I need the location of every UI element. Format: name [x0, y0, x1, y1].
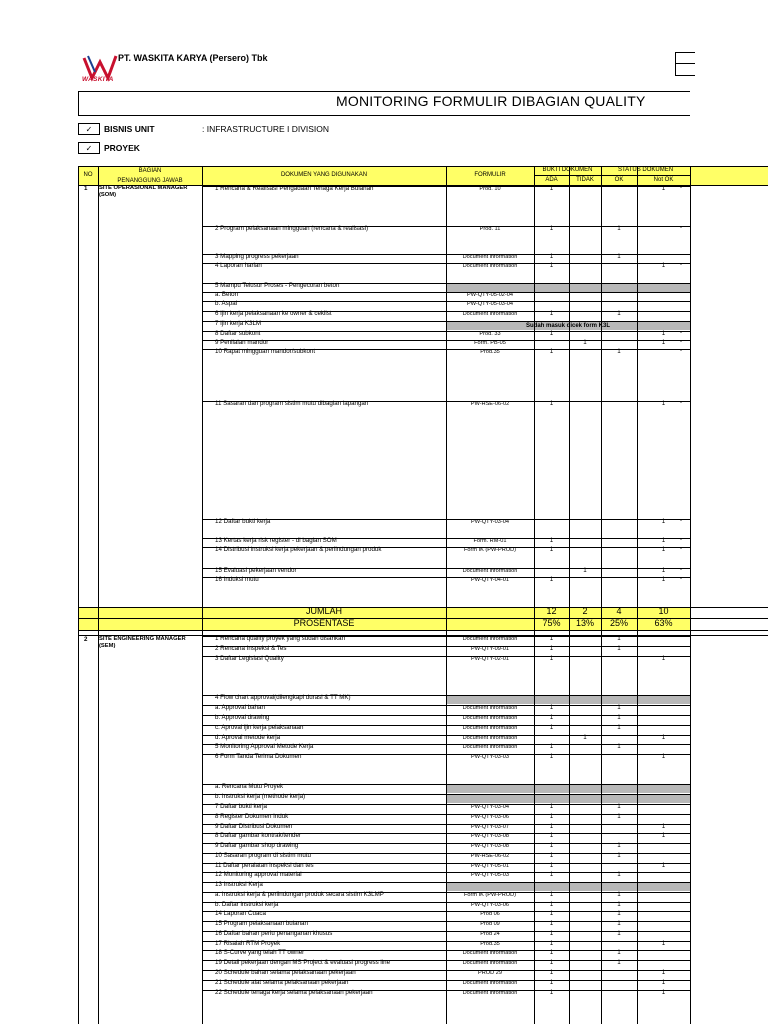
document-name: 13 Kertas kerja risk register - di bagian SOM	[215, 537, 337, 544]
ok-value: 1	[617, 348, 621, 355]
document-name: 22 Schedule tenaga kerja selama pelaksanaan pekerjaan	[215, 989, 373, 996]
document-name: b. Approval drawing	[215, 714, 270, 721]
formulir-code: PW-QTY-03-04	[471, 519, 509, 525]
ok-value: 1	[617, 704, 621, 711]
bisnis-unit-label: BISNIS UNIT	[104, 124, 155, 134]
header-ok: OK	[614, 177, 624, 183]
ok-value: 1	[617, 871, 621, 878]
document-name: a. Beton	[215, 291, 239, 298]
document-name: 6 Form Tanda Terima Dokumen	[215, 753, 302, 760]
document-name: 3 Daftar Legislasi Quality	[215, 655, 284, 662]
ada-value: 1	[549, 753, 554, 760]
document-name: 20 Schedule bahan selama pelaksanaan pekerjaan	[215, 969, 356, 976]
ada-value: 1	[549, 330, 554, 337]
ok-value: 1	[617, 225, 621, 232]
document-name: 6 Ijin kerja pelaksanaan ke owner & ceklist	[215, 310, 332, 317]
formulir-code: Document information	[462, 735, 518, 741]
company-name: PT. WASKITA KARYA (Persero) Tbk	[118, 53, 268, 63]
tidak-value: 1	[583, 339, 587, 346]
document-name: 8 Register Dokumen Induk	[215, 813, 289, 820]
ada-value: 1	[549, 891, 554, 898]
ada-value: 1	[549, 655, 554, 662]
document-name: c. Aproval ijin kerja pelaksanaan	[215, 724, 304, 731]
formulir-code: Document information	[462, 744, 518, 750]
document-name: 7 Ijin kerja K3LM	[215, 320, 262, 327]
formulir-code: Document information	[462, 311, 518, 317]
proyek-checkbox[interactable]: ✓	[78, 142, 100, 154]
formulir-code: Document information	[462, 950, 518, 956]
document-name: 15 Evaluasi pekerjaan vendor	[215, 567, 297, 574]
document-name: 12 Monitoring approval material	[215, 871, 302, 878]
document-name: 10 Rapat mingguan mandor/subkont	[215, 348, 316, 355]
document-name: 2 Rencana Inspeksi & Tes	[215, 645, 287, 652]
header-tidak: TIDAK	[576, 177, 594, 183]
prosentase-ok: 25%	[609, 618, 628, 628]
ada-value: 1	[549, 832, 554, 839]
formulir-code: Document information	[462, 568, 518, 574]
gray-band	[446, 882, 690, 891]
document-name: 4 Flow chart approval(dilengkapi durasi & TT MK)	[215, 694, 351, 701]
formulir-code: Document information	[462, 636, 518, 642]
ada-value: 1	[549, 910, 554, 917]
document-name: 16 Induksi mutu	[215, 576, 259, 583]
prosentase-tidak: 13%	[575, 618, 594, 628]
formulir-code: PW-QTY-03-06	[471, 902, 509, 908]
dash-mark: -	[680, 185, 682, 191]
header-bagian: BAGIAN PENANGGUNG JAWAB	[117, 168, 183, 184]
bisnis-unit-value: : INFRASTRUCTURE I DIVISION	[202, 124, 330, 134]
formulir-code: Prod 06	[480, 911, 500, 917]
row-line	[202, 882, 690, 883]
document-name: b. Daftar instruksi kerja	[215, 901, 279, 908]
formulir-code: Document information	[462, 263, 518, 269]
formulir-code: Document information	[462, 980, 518, 986]
formulir-code: Prod. 10	[479, 186, 501, 192]
formulir-code: PW-QTY-02-01	[471, 656, 509, 662]
ada-value: 1	[549, 253, 554, 260]
formulir-code: PW-QTY-03-06	[471, 814, 509, 820]
document-name: 19 Detail pekerjaan dengan MS Project & evaluasi progress line	[215, 959, 391, 966]
formulir-code: Form IK (PW-PROD)	[463, 892, 517, 898]
ok-value: 1	[617, 803, 621, 810]
corner-box	[675, 52, 695, 76]
ada-value: 1	[549, 871, 554, 878]
header-formulir: FORMULIR	[474, 172, 506, 178]
document-name: a. Rencana Mutu Proyek	[215, 783, 284, 790]
document-name: 5 Mampu Telusur Proses - Pengecoran beton	[215, 282, 340, 289]
dash-mark: -	[680, 339, 682, 345]
not-ok-value: 1	[661, 979, 666, 986]
not-ok-value: 1	[661, 655, 666, 662]
not-ok-value: 1	[661, 518, 666, 525]
dash-mark: -	[680, 576, 682, 582]
formulir-code: PROD 29	[478, 970, 502, 976]
col-line	[202, 166, 203, 1024]
ada-value: 1	[549, 225, 554, 232]
header-no: NO	[83, 172, 93, 178]
document-name: 1 Rencana & Realisasi Pengadaan Tenaga Kerja Bulanan	[215, 185, 374, 192]
formulir-code: Prod.35	[480, 941, 500, 947]
col-line	[98, 166, 99, 1024]
ada-value: 1	[549, 743, 554, 750]
document-name: 17 Risalah RTM Proyek	[215, 940, 281, 947]
monitoring-table	[78, 166, 768, 1024]
title-rule-top	[78, 91, 690, 92]
document-name: 12 Daftar bukti kerja	[215, 518, 271, 525]
ada-value: 1	[549, 704, 554, 711]
header-status: STATUS DOKUMEN	[617, 167, 674, 173]
ada-value: 1	[549, 635, 554, 642]
document-name: 16 Daftar bahan perlu penanganan khusus	[215, 930, 333, 937]
formulir-code: Document information	[462, 254, 518, 260]
dash-mark: -	[680, 567, 682, 573]
row-line	[202, 321, 690, 322]
col-line	[569, 166, 570, 1024]
title-rule-bottom	[78, 115, 690, 116]
ada-value: 1	[549, 901, 554, 908]
not-ok-value: 1	[661, 753, 666, 760]
document-name: 11 Sasaran dan program sistim mutu dibagian lapangan	[215, 400, 369, 407]
formulir-code: PW-QTY-05-01	[471, 863, 509, 869]
tidak-value: 1	[583, 567, 587, 574]
dash-mark: -	[680, 262, 682, 268]
ada-value: 1	[549, 979, 554, 986]
prosentase-label: PROSENTASE	[293, 618, 355, 628]
document-name: b. Aspal	[215, 300, 238, 307]
ada-value: 1	[549, 959, 554, 966]
formulir-code: Document information	[462, 705, 518, 711]
not-ok-value: 1	[661, 546, 666, 553]
tidak-value: 1	[583, 734, 587, 741]
not-ok-value: 1	[661, 576, 666, 583]
ok-value: 1	[617, 645, 621, 652]
formulir-code: PW-QTY-03-04	[471, 804, 509, 810]
document-name: 9 Daftar gambar shop drawing	[215, 842, 299, 849]
ada-value: 1	[549, 813, 554, 820]
ada-value: 1	[549, 185, 554, 192]
not-ok-value: 1	[661, 262, 666, 269]
ada-value: 1	[549, 969, 554, 976]
ada-value: 1	[549, 348, 554, 355]
ok-value: 1	[617, 310, 621, 317]
ok-value: 1	[617, 901, 621, 908]
document-name: 9 Penilaian mandor	[215, 339, 269, 346]
dash-mark: -	[680, 400, 682, 406]
formulir-code: Prod.35	[480, 349, 500, 355]
section2-no: 2	[84, 636, 88, 643]
gray-band	[446, 784, 690, 793]
document-name: 3 Mapping progress pekerjaan	[215, 253, 299, 260]
ok-value: 1	[617, 910, 621, 917]
dash-mark: -	[680, 518, 682, 524]
ada-value: 1	[549, 724, 554, 731]
gray-band	[446, 794, 690, 803]
document-name: 5 Monitoring Approval Metode Kerja	[215, 743, 314, 750]
not-ok-value: 1	[661, 330, 666, 337]
ok-value: 1	[617, 253, 621, 260]
ada-value: 1	[549, 823, 554, 830]
document-name: d. Aproval metode kerja	[215, 734, 281, 741]
not-ok-value: 1	[661, 400, 666, 407]
formulir-code: PW-QTY-05-02-04	[466, 292, 513, 298]
dash-mark: -	[680, 546, 682, 552]
formulir-code: Prod. 33	[479, 331, 501, 337]
not-ok-value: 1	[661, 823, 666, 830]
ok-value: 1	[617, 852, 621, 859]
document-name: 13 Instruksi Kerja	[215, 881, 263, 888]
ok-value: 1	[617, 635, 621, 642]
formulir-code: Document information	[462, 990, 518, 996]
not-ok-value: 1	[661, 862, 666, 869]
not-ok-value: 1	[661, 537, 666, 544]
document-name: 2 Program pelaksanaan mingguan (rencana & realisasi)	[215, 225, 369, 232]
formulir-code: Document information	[462, 715, 518, 721]
k3l-note: Sudah masuk dicek form K3L	[525, 323, 611, 329]
not-ok-value: 1	[661, 185, 666, 192]
ada-value: 1	[549, 310, 554, 317]
header-ada: ADA	[545, 177, 558, 183]
bisnis-unit-checkbox[interactable]: ✓	[78, 123, 100, 135]
document-name: 14 Laporan Cuaca	[215, 910, 266, 917]
ok-value: 1	[617, 930, 621, 937]
gray-band	[446, 695, 690, 704]
formulir-code: PW-QTY-03-07	[471, 824, 509, 830]
document-name: a. Approval bahan	[215, 704, 265, 711]
ada-value: 1	[549, 714, 554, 721]
ada-value: 1	[549, 803, 554, 810]
dash-mark: -	[680, 225, 682, 231]
jumlah-ok: 4	[616, 606, 622, 616]
ok-value: 1	[617, 724, 621, 731]
formulir-code: Form IK (PW-PROD)	[463, 547, 517, 553]
ok-value: 1	[617, 959, 621, 966]
ada-value: 1	[549, 842, 554, 849]
header-not-ok: Not OK	[653, 177, 674, 183]
formulir-code: Form. PB-05	[474, 340, 506, 346]
ok-value: 1	[617, 949, 621, 956]
not-ok-value: 1	[661, 940, 666, 947]
ada-value: 1	[549, 262, 554, 269]
formulir-code: PW-QTY-03-08	[471, 843, 509, 849]
ok-value: 1	[617, 743, 621, 750]
page-title: MONITORING FORMULIR DIBAGIAN QUALITY	[336, 93, 646, 109]
not-ok-value: 1	[661, 734, 666, 741]
document-name: 11 Daftar peralatan inspeksi dan tes	[215, 862, 314, 869]
ada-value: 1	[549, 989, 554, 996]
jumlah-ada: 12	[546, 606, 557, 616]
ada-value: 1	[549, 400, 554, 407]
ada-value: 1	[549, 920, 554, 927]
document-name: 15 Program pelaksanaan bulanan	[215, 920, 308, 927]
not-ok-value: 1	[661, 567, 666, 574]
document-name: b. Instruksi kerja (methode kerja)	[215, 793, 306, 800]
not-ok-value: 1	[661, 989, 666, 996]
header-dokumen: DOKUMEN YANG DIGUNAKAN	[280, 172, 368, 178]
formulir-code: PW-QTY-09-01	[471, 646, 509, 652]
not-ok-value: 1	[661, 832, 666, 839]
document-name: 1 Rencana quality proyek yang sudah disahkan	[215, 635, 346, 642]
logo-text: WASKITA	[82, 76, 114, 83]
section1-no: 1	[84, 185, 88, 192]
header-bukti: BUKTI DOKUMEN	[542, 167, 593, 173]
document-name: 7 Daftar bukti kerja	[215, 803, 267, 810]
formulir-code: Prod. 11	[479, 226, 501, 232]
formulir-code: PW-QTY-05-03-04	[466, 301, 513, 307]
ada-value: 1	[549, 576, 554, 583]
ada-value: 1	[549, 852, 554, 859]
document-name: a. Instruksi kerja & perlindungan produk secara sistim K3LMP	[215, 891, 384, 898]
ada-value: 1	[549, 949, 554, 956]
document-name: 8 Daftar gambar kontrak/tender	[215, 832, 301, 839]
title-rule-left	[78, 91, 79, 116]
col-line	[690, 166, 691, 1024]
formulir-code: PW-QTY-04-01	[471, 577, 509, 583]
ok-value: 1	[617, 714, 621, 721]
formulir-code: Document information	[462, 960, 518, 966]
ok-value: 1	[617, 813, 621, 820]
formulir-code: Form. RM-01	[473, 538, 507, 544]
ada-value: 1	[549, 930, 554, 937]
col-line	[78, 166, 79, 1024]
not-ok-value: 1	[661, 339, 666, 346]
formulir-code: Document information	[462, 725, 518, 731]
jumlah-label: JUMLAH	[305, 606, 342, 616]
ok-value: 1	[617, 842, 621, 849]
section1-bagian: SITE OPERASIONAL MANAGER (SOM)	[99, 185, 188, 198]
formulir-code: Prod 09	[480, 921, 500, 927]
ok-value: 1	[617, 891, 621, 898]
document-name: 21 Schedule alat selama pelaksanaan pekerjaan	[215, 979, 349, 986]
jumlah-not-ok: 10	[658, 606, 669, 616]
prosentase-ada: 75%	[542, 618, 561, 628]
ada-value: 1	[549, 940, 554, 947]
formulir-code: PW-QTY-03-03	[471, 754, 509, 760]
formulir-code: PW-QTY-05-03	[471, 872, 509, 878]
formulir-code: PW-QTY-03-08	[471, 833, 509, 839]
ok-value: 1	[617, 920, 621, 927]
document-name: 10 Sasaran program di sistim mutu	[215, 852, 311, 859]
row-line	[78, 630, 768, 631]
ada-value: 1	[549, 645, 554, 652]
document-name: 4 Laporan harian	[215, 262, 262, 269]
jumlah-tidak: 2	[582, 606, 588, 616]
document-name: 18 S-Curve yang telah TT owner	[215, 949, 305, 956]
ada-value: 1	[549, 537, 554, 544]
dash-mark: -	[680, 537, 682, 543]
prosentase-not-ok: 63%	[654, 618, 673, 628]
formulir-code: PW-HSE-06-02	[470, 401, 510, 407]
ada-value: 1	[549, 862, 554, 869]
document-header	[0, 0, 768, 166]
proyek-label: PROYEK	[104, 143, 140, 153]
dash-mark: -	[680, 330, 682, 336]
formulir-code: PW-HSE-06-02	[470, 853, 510, 859]
ada-value: 1	[549, 546, 554, 553]
col-line	[637, 166, 638, 1024]
document-name: 14 Distribusi instruksi kerja pekerjaan & perlindungan produk	[215, 546, 382, 553]
dash-mark: -	[680, 348, 682, 354]
document-name: 8 Daftar subkont	[215, 330, 261, 337]
document-name: 9 Daftar Distribusi Dokumen	[215, 823, 293, 830]
formulir-code: Prod 24	[480, 931, 500, 937]
section2-bagian: SITE ENGINEERING MANAGER (SEM)	[99, 636, 186, 649]
not-ok-value: 1	[661, 969, 666, 976]
